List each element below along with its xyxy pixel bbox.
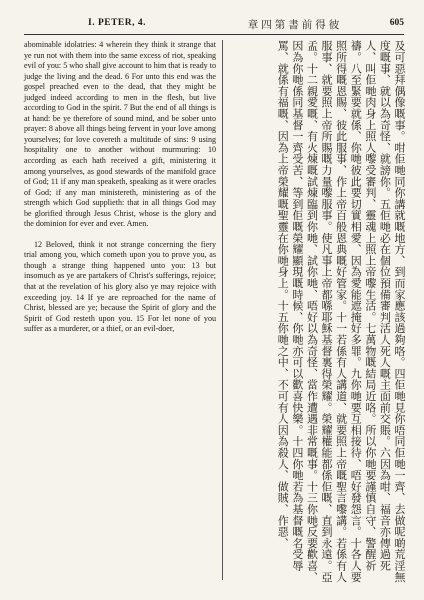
english-paragraph: abominable idolatries: 4 wherein they think it strange that ye run not with them into the same excess of riot, speaking evil of you: 5 who shall give account to him that is ready to judge the living and the dead. 6 For unto this end was the gospel preached even to the dead, that they might be judged indeed according to men in the flesh, but live according to God in the spirit. 7 But the end of all things is at hand: be ye therefore of sound mind, and be sober unto prayer: 8 above all things being fervent in your love among yourselves; for love covereth a multitude of sins: 9 using hospitality one to another without murmuring: 10 according as each hath received a gift, ministering it among yourselves, as good stewards of the manifold grace of God; 11 if any man speaketh, speaking as it were oracles of God; if any man ministereth, ministering as of the strength which God supplieth: that in all things God may be glorified through Jesus Christ, whose is the glory and the dominion for ever and ever. Amen. <box>24 40 216 229</box>
chinese-paragraph: 及可惡拜偶像嘅事。咁佢哋同你講就嘅地方、到而家應該過夠咯。四佢哋見你唔同佢哋一齊、去做呢啲荒淫無度嘅事、就以為奇怪、就謗你。五佢哋必在個位預備審判活人死人嘅主面前交賬。六因為咁、福音亦傳過死人、叫佢哋肉身上照人嚟受審判、靈魂上照上帝嚟生活。七萬物嘅結局近咯。所以你哋要謹慎自守、警醒祈禱。八至緊要就係、你哋彼此要切實相愛、因為愛能遮掩好多罪。九你哋要互相接待、唔好發怨言。十各人要照所得嘅恩賜、彼此服事、作上帝百般恩典嘅好管家。十一若係有人講道、就要照上帝嘅聖言嚟講。若係有人服事、就要照上帝所賜嘅力量嚟服事。使凡事上帝都喺耶穌基督裏得榮耀。榮耀權能都係佢嘅、直到永遠。亞孟。十二親愛嘅、有火煉嘅試煉臨到你哋、試你哋、唔好以為奇怪、當作遭遇非常嘅事。十三你哋反要歡喜、因為你哋係同基督一齊受苦、等到佢嘅榮耀顯現嘅時候、你哋亦可以歡喜快樂。十四你哋若為基督嘅名受辱罵、就係有福嘅、因為上帝榮耀嘅聖靈在你哋身上。十五你哋之中、不可有人因為殺人、做賊、作惡、 <box>276 40 406 583</box>
running-title-chinese: 章四第書前得彼 <box>247 20 343 31</box>
page-header <box>24 16 404 35</box>
chinese-text-column <box>230 40 406 588</box>
page-number: 605 <box>389 18 404 28</box>
english-paragraph: 12 Beloved, think it not strange concerning the fiery trial among you, which cometh upon you to prove you, as though a strange thing happened unto you: 13 but insomuch as ye are partakers of Christ's sufferings, rejoice; that at the revelation of his glory also ye may rejoice with exceeding joy. 14 If ye are reproached for the name of Christ, blessed are ye; because the Spirit of glory and the Spirit of God resteth upon you. 15 For let none of you suffer as a murderer, or a thief, or an evil-doer, <box>24 239 216 334</box>
running-title-english: I. PETER, 4. <box>88 18 146 28</box>
column-divider <box>222 40 223 580</box>
english-text-column <box>24 40 216 335</box>
